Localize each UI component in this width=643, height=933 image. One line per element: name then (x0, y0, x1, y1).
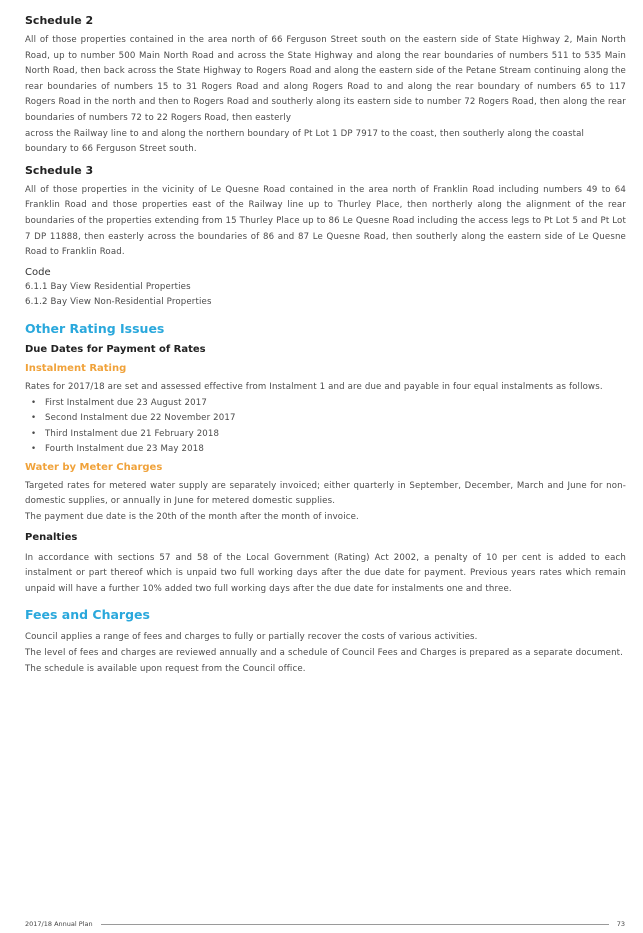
list-item: • Fourth Instalment due 23 May 2018 (31, 444, 205, 455)
penalties-heading: Penalties (25, 531, 78, 543)
footer-rule (101, 924, 609, 925)
due-dates-heading: Due Dates for Payment of Rates (25, 343, 206, 355)
fees-text-2: The level of fees and charges are reviewed annually and a schedule of Council Fees and Charges is prepared as a separate document. (25, 648, 624, 659)
instalment-rating-text: Rates for 2017/18 are set and assessed effective from Instalment 1 and are due and payable in four equal instalments as follows. (25, 381, 603, 392)
schedule-2-text-continued: across the Railway line to and along the northern boundary of Pt Lot 1 DP 7917 to the coast, then southerly along the coastal boundary to 66 Ferguson Street south. (25, 128, 585, 155)
list-item: • Third Instalment due 21 February 2018 (31, 428, 220, 439)
fees-and-charges-heading: Fees and Charges (25, 607, 150, 623)
fees-text-1: Council applies a range of fees and charges to fully or partially recover the costs of various activities. (25, 632, 478, 643)
document-page (25, 14, 626, 677)
penalties-text: In accordance with sections 57 and 58 of the Local Government (Rating) Act 2002, a penalty of 10 per cent is added to each instalment or part thereof which is unpaid two full working days after the due date for payment. Previous years rates which remain unpaid will have a further 10% added two full working days after the due date for instalments one and three. (25, 552, 626, 594)
code-item-residential: 6.1.1 Bay View Residential Properties (25, 281, 191, 292)
list-item: • Second Instalment due 22 November 2017 (31, 413, 236, 424)
list-item: • First Instalment due 23 August 2017 (31, 397, 208, 408)
footer-document-title: 2017/18 Annual Plan (25, 920, 93, 928)
water-payment-due-text: The payment due date is the 20th of the month after the month of invoice. (25, 512, 359, 523)
code-item-non-residential: 6.1.2 Bay View Non-Residential Properties (25, 297, 212, 308)
page-number: 73 (616, 920, 625, 928)
water-by-meter-heading: Water by Meter Charges (25, 461, 163, 473)
water-charges-text: Targeted rates for metered water supply are separately invoiced; either quarterly in September, December, March and June for non-domestic supplies, or annually in June for metered domestic supplies. (25, 480, 626, 507)
fees-text-3: The schedule is available upon request from the Council office. (25, 663, 306, 674)
schedule-2-heading: Schedule 2 (25, 14, 94, 27)
page-footer (25, 918, 625, 930)
code-label: Code (25, 266, 51, 278)
instalment-rating-heading: Instalment Rating (25, 362, 127, 374)
schedule-3-text: All of those properties in the vicinity of Le Quesne Road contained in the area north of Franklin Road including numbers 49 to 64 Franklin Road and those properties east of the Railway line up to Thurley Place, then northerly along the alignment of the rear boundaries of the properties extending from 15 Thurley Place up to 86 Le Quesne Road including the access legs to Pt Lot 5 and Pt Lot 7 DP 11888, then easterly across the boundaries of 86 and 87 Le Quesne Road, then southerly along the eastern side of Le Quesne Road to Franklin Road. (25, 184, 626, 258)
schedule-2-text: All of those properties contained in the area north of 66 Ferguson Street south on the eastern side of State Highway 2, Main North Road, up to number 500 Main North Road and across the State Highway and along the rear boundaries of numbers 511 to 535 Main North Road, then back across the State Highway to Rogers Road and along the eastern side of the Petane Stream continuing along the rear boundaries of numbers 15 to 31 Rogers Road and along Rogers Road to and along the rear boundary of numbers 65 to 117 Rogers Road in the north and then to Rogers Road and southerly along its eastern side to number 72 Rogers Road, then along the rear boundaries of numbers 72 to 22 Rogers Road, then easterly (25, 35, 626, 123)
other-rating-issues-heading: Other Rating Issues (25, 320, 165, 336)
schedule-3-heading: Schedule 3 (25, 163, 94, 177)
instalment-list (25, 396, 626, 458)
